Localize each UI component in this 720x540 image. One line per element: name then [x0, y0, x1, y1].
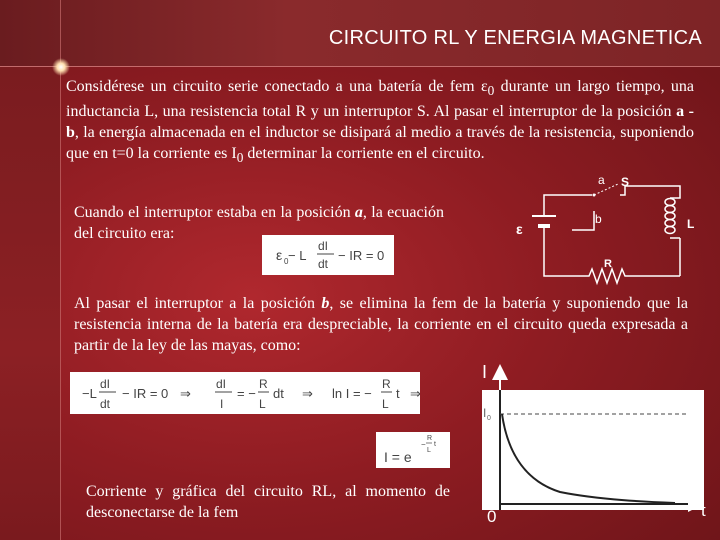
- eq2-arrow-1: ⇒: [180, 386, 191, 401]
- equation-derivation: [70, 372, 420, 414]
- eq1-emf: ε: [276, 247, 283, 263]
- intro-text-3: , la energía almacenada en el inductor se disipará al medio a través de la resistencia, suponiendo que en t=0 la corriente es I: [66, 124, 694, 163]
- left-sidebar: [0, 66, 60, 540]
- after-text-2: , se elimina la fem de la batería y suponiendo que la resistencia interna de la batería era despreciable, la corriente en el circuito queda expresada a partir de la ley de las mayas, como:: [74, 295, 689, 354]
- current-decay-graph: [470, 356, 715, 526]
- eq2-p4-num: R: [382, 377, 391, 391]
- eq2-p4-tail: t: [396, 386, 400, 401]
- graph-area: [482, 390, 704, 510]
- eq3-exp-den: L: [427, 447, 431, 454]
- eq2-p2-mid: = −: [237, 386, 256, 401]
- graph-origin-label: 0: [487, 507, 497, 526]
- eq2-arrow-2: ⇒: [302, 386, 313, 401]
- horizontal-rule: [0, 66, 720, 67]
- intro-pos-a: a: [676, 103, 685, 121]
- eq2-lead: −L: [82, 386, 97, 401]
- eq1-minus-l: − L: [288, 248, 307, 263]
- inductor-coil: [665, 199, 675, 234]
- eq2-p3-tail: dt: [273, 386, 284, 401]
- slide-title: CIRCUITO RL Y ENERGIA MAGNETICA: [328, 27, 702, 49]
- graph-y-label: I: [482, 362, 488, 382]
- vertical-rule: [60, 0, 61, 540]
- switch-text-2: , la ecuación del circuito era:: [74, 204, 444, 242]
- after-text-1: Al pasar el interruptor a la posición: [74, 295, 322, 312]
- eq2-p2-num: dI: [216, 377, 227, 391]
- equation-solution: [376, 432, 450, 468]
- eq1-num: dI: [318, 239, 329, 253]
- eq2-p3-num: R: [259, 377, 268, 391]
- switch-pos-a: a: [354, 204, 363, 221]
- eq2-p4-lead: ln I = −: [332, 386, 372, 401]
- resistor: [580, 269, 680, 283]
- label-emf: ε: [516, 221, 523, 237]
- eq2-p1-den: dt: [100, 397, 111, 411]
- switch-text-1: Cuando el interruptor estaba en la posición: [74, 204, 355, 221]
- graph-i0-sub: 0: [487, 415, 491, 422]
- label-l: L: [687, 217, 695, 231]
- label-a: a: [598, 173, 605, 187]
- after-paragraph: [74, 293, 688, 356]
- eq2-p1-num: dI: [100, 377, 111, 391]
- eq3-exp-sign: −: [421, 440, 426, 449]
- wire-bottom-left: [544, 226, 580, 276]
- equation-emf: [262, 235, 394, 275]
- intro-pos-b: b: [66, 124, 75, 142]
- eq1-tail: − IR = 0: [338, 248, 385, 263]
- eq1-emf-sub: 0: [284, 257, 289, 266]
- eq3-exp-num: R: [427, 435, 433, 442]
- intro-sub-0b: 0: [236, 150, 244, 166]
- wire-top-left: [544, 195, 592, 216]
- eq2-arrow-3: ⇒: [410, 386, 420, 401]
- eq3-exp-t: t: [434, 441, 436, 448]
- label-r: R: [604, 258, 612, 270]
- rl-circuit-diagram: [510, 168, 710, 288]
- intro-text-4: determinar la corriente en el circuito.: [243, 145, 485, 163]
- label-b: b: [595, 212, 602, 226]
- graph-x-label: t: [701, 501, 706, 520]
- eq1-den: dt: [318, 257, 329, 271]
- eq2-p4-den: L: [382, 397, 389, 411]
- intro-paragraph: [66, 76, 694, 168]
- graph-i0-label: I: [483, 406, 487, 420]
- graph-caption: Corriente y gráfica del circuito RL, al momento de desconectarse de la fem: [86, 483, 450, 521]
- label-s: S: [621, 175, 630, 189]
- eq3-lhs: I = e: [384, 449, 412, 465]
- eq2-p3-den: L: [259, 397, 266, 411]
- intro-text-1: Considérese un circuito serie conectado a una batería de fem ε: [66, 78, 488, 95]
- star-glow-icon: [52, 58, 70, 76]
- after-pos-b: b: [321, 295, 330, 312]
- intro-sub-0: 0: [487, 83, 495, 99]
- intro-text-2: durante un largo tiempo, una inductancia L, una resistencia total R y un interruptor S. Al pasar el interruptor de la posición: [66, 78, 695, 121]
- eq2-p2-den: I: [220, 397, 224, 411]
- wire-b-branch: [572, 211, 594, 230]
- intro-dash: -: [684, 103, 695, 121]
- eq2-p1-tail: − IR = 0: [122, 386, 169, 401]
